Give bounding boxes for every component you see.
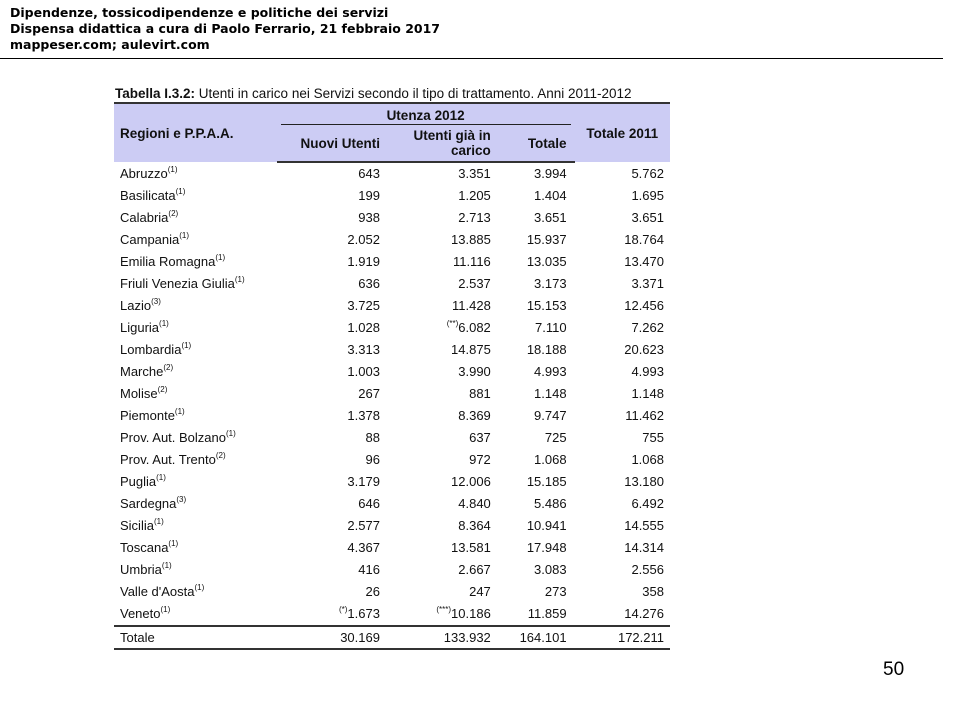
cell-nuovi-utenti bbox=[277, 273, 388, 295]
region-footnote: (1) bbox=[179, 231, 190, 240]
total-totale: 164.101 bbox=[499, 626, 575, 649]
table-row bbox=[114, 427, 670, 449]
group-underline bbox=[281, 124, 571, 125]
cell-utenti-gia-in-carico bbox=[388, 515, 499, 537]
region-name: Prov. Aut. Trento bbox=[120, 452, 216, 467]
value: 267 bbox=[358, 386, 380, 401]
cell-nuovi-utenti bbox=[277, 317, 388, 339]
table-row bbox=[114, 317, 670, 339]
cell-nuovi-utenti bbox=[277, 339, 388, 361]
value: 2.577 bbox=[347, 518, 380, 533]
cell-utenti-gia-in-carico bbox=[388, 207, 499, 229]
table-row bbox=[114, 559, 670, 581]
table-row bbox=[114, 251, 670, 273]
value: 972 bbox=[469, 452, 491, 467]
value: 938 bbox=[358, 210, 380, 225]
cell-region bbox=[114, 229, 277, 251]
cell-region bbox=[114, 493, 277, 515]
table-row bbox=[114, 515, 670, 537]
value-footnote: (***) bbox=[436, 605, 452, 614]
cell-totale-2011: 358 bbox=[642, 584, 664, 599]
cell-totale-2011: 3.651 bbox=[631, 210, 664, 225]
header-line-sites: mappeser.com; aulevirt.com bbox=[10, 37, 210, 52]
value: 636 bbox=[358, 276, 380, 291]
cell-totale: 3.651 bbox=[534, 210, 567, 225]
table-row bbox=[114, 493, 670, 515]
cell-region bbox=[114, 317, 277, 339]
value: 8.369 bbox=[458, 408, 491, 423]
cell-totale-2011: 3.371 bbox=[631, 276, 664, 291]
value: 3.351 bbox=[458, 166, 491, 181]
table-caption bbox=[115, 86, 632, 101]
cell-totale-2011: 13.180 bbox=[624, 474, 664, 489]
cell-totale-2011: 5.762 bbox=[631, 165, 664, 181]
cell-totale-2011: 18.764 bbox=[624, 232, 664, 247]
value: 3.990 bbox=[458, 364, 491, 379]
cell-nuovi-utenti bbox=[277, 229, 388, 251]
cell-totale-2011: 12.456 bbox=[624, 298, 664, 313]
region-name: Sicilia bbox=[120, 518, 154, 533]
cell-nuovi-utenti bbox=[277, 251, 388, 273]
cell-totale: 17.948 bbox=[526, 540, 567, 555]
table-header bbox=[114, 103, 670, 162]
header-divider bbox=[0, 58, 943, 59]
table-row bbox=[114, 449, 670, 471]
column-header-gia-line1: Utenti già in bbox=[413, 128, 491, 143]
cell-region bbox=[114, 449, 277, 471]
region-footnote: (1) bbox=[159, 319, 169, 328]
cell-region bbox=[114, 537, 277, 559]
cell-totale-2011: 7.262 bbox=[631, 320, 664, 335]
table-row bbox=[114, 162, 670, 185]
cell-totale-2011: 14.555 bbox=[624, 518, 664, 533]
table-row bbox=[114, 273, 670, 295]
value: 96 bbox=[365, 452, 380, 467]
region-name: Valle d'Aosta bbox=[120, 584, 195, 599]
cell-totale-2011: 1.695 bbox=[631, 188, 664, 203]
cell-nuovi-utenti bbox=[277, 427, 388, 449]
cell-utenti-gia-in-carico bbox=[388, 162, 499, 185]
value: 4.367 bbox=[347, 540, 380, 555]
value: 1.378 bbox=[347, 408, 380, 423]
value: 88 bbox=[365, 430, 380, 445]
cell-utenti-gia-in-carico bbox=[388, 581, 499, 603]
header-line-title: Dipendenze, tossicodipendenze e politiche dei servizi bbox=[10, 5, 389, 20]
header-line-author: Dispensa didattica a cura di Paolo Ferrario, 21 febbraio 2017 bbox=[10, 21, 440, 36]
cell-totale: 1.148 bbox=[534, 386, 567, 401]
cell-totale: 15.937 bbox=[526, 232, 567, 247]
region-footnote: (1) bbox=[167, 164, 178, 174]
region-footnote: (2) bbox=[168, 209, 179, 218]
region-name: Abruzzo bbox=[120, 165, 168, 181]
cell-utenti-gia-in-carico bbox=[388, 251, 499, 273]
column-header-totale: Totale bbox=[499, 125, 575, 162]
cell-utenti-gia-in-carico bbox=[388, 427, 499, 449]
value-footnote: (*) bbox=[338, 605, 348, 614]
value: 643 bbox=[358, 166, 380, 181]
table-row bbox=[114, 185, 670, 207]
column-header-gia-line2: carico bbox=[451, 143, 491, 158]
cell-region bbox=[114, 515, 277, 537]
cell-totale: 4.993 bbox=[534, 364, 567, 379]
region-name: Puglia bbox=[120, 474, 157, 489]
region-footnote: (1) bbox=[156, 473, 166, 482]
data-table-container bbox=[114, 102, 670, 650]
cell-region bbox=[114, 559, 277, 581]
region-footnote: (1) bbox=[168, 539, 179, 548]
region-footnote: (3) bbox=[151, 297, 161, 306]
region-footnote: (1) bbox=[174, 407, 185, 416]
column-header-nuovi-utenti: Nuovi Utenti bbox=[277, 125, 388, 162]
value: 11.428 bbox=[452, 298, 491, 313]
total-totale-2011: 172.211 bbox=[575, 626, 670, 649]
value: 1.919 bbox=[347, 254, 380, 269]
slide-header bbox=[10, 5, 440, 53]
cell-utenti-gia-in-carico bbox=[388, 603, 499, 626]
cell-utenti-gia-in-carico bbox=[388, 339, 499, 361]
cell-utenti-gia-in-carico bbox=[388, 361, 499, 383]
region-name: Liguria bbox=[120, 320, 160, 335]
region-name: Calabria bbox=[120, 210, 169, 225]
table-row bbox=[114, 295, 670, 317]
region-name: Toscana bbox=[120, 540, 169, 555]
region-footnote: (1) bbox=[194, 583, 205, 592]
value: 3.313 bbox=[347, 342, 380, 357]
cell-region bbox=[114, 162, 277, 185]
region-footnote: (1) bbox=[175, 187, 186, 196]
cell-utenti-gia-in-carico bbox=[388, 405, 499, 427]
column-header-region: Regioni e P.P.A.A. bbox=[114, 103, 277, 162]
cell-utenti-gia-in-carico bbox=[388, 185, 499, 207]
cell-nuovi-utenti bbox=[277, 559, 388, 581]
table-row bbox=[114, 537, 670, 559]
value: 416 bbox=[358, 562, 380, 577]
value: 13.581 bbox=[451, 540, 491, 555]
region-name: Umbria bbox=[120, 562, 162, 577]
cell-nuovi-utenti bbox=[277, 383, 388, 405]
value: 199 bbox=[358, 188, 380, 203]
cell-totale: 725 bbox=[544, 430, 567, 445]
value: 2.667 bbox=[458, 562, 491, 577]
cell-totale-2011: 1.068 bbox=[631, 452, 664, 467]
table-row bbox=[114, 207, 670, 229]
cell-nuovi-utenti bbox=[277, 515, 388, 537]
value: 10.186 bbox=[451, 606, 491, 621]
cell-region bbox=[114, 295, 277, 317]
region-name: Marche bbox=[120, 364, 164, 379]
region-name: Emilia Romagna bbox=[120, 254, 216, 269]
table-row bbox=[114, 405, 670, 427]
cell-totale: 5.486 bbox=[534, 496, 567, 511]
value: 4.840 bbox=[458, 496, 491, 511]
cell-totale: 9.747 bbox=[534, 408, 567, 423]
cell-totale: 7.110 bbox=[535, 320, 567, 335]
cell-region bbox=[114, 185, 277, 207]
cell-totale-2011: 2.556 bbox=[631, 562, 664, 577]
value: 247 bbox=[469, 584, 491, 599]
cell-totale: 1.404 bbox=[534, 188, 567, 203]
cell-utenti-gia-in-carico bbox=[388, 295, 499, 317]
cell-utenti-gia-in-carico bbox=[388, 383, 499, 405]
cell-totale-2011: 14.276 bbox=[624, 606, 664, 621]
value: 13.885 bbox=[451, 232, 491, 247]
value: 3.725 bbox=[347, 298, 380, 313]
cell-totale-2011: 755 bbox=[642, 430, 664, 445]
cell-region bbox=[114, 383, 277, 405]
cell-region bbox=[114, 361, 277, 383]
cell-utenti-gia-in-carico bbox=[388, 273, 499, 295]
value: 3.179 bbox=[347, 474, 380, 489]
region-footnote: (1) bbox=[181, 341, 192, 350]
cell-totale-2011: 11.462 bbox=[625, 408, 664, 423]
value: 1.028 bbox=[347, 320, 380, 335]
value: 2.537 bbox=[458, 276, 491, 291]
cell-region bbox=[114, 471, 277, 493]
page-number: 50 bbox=[883, 659, 905, 680]
region-name: Sardegna bbox=[120, 496, 177, 511]
cell-region bbox=[114, 273, 277, 295]
cell-totale: 3.173 bbox=[534, 276, 567, 291]
value: 1.673 bbox=[347, 606, 380, 621]
cell-utenti-gia-in-carico bbox=[388, 449, 499, 471]
table-row bbox=[114, 229, 670, 251]
cell-nuovi-utenti bbox=[277, 405, 388, 427]
region-footnote: (2) bbox=[157, 385, 168, 394]
cell-totale: 1.068 bbox=[534, 452, 567, 467]
region-footnote: (1) bbox=[234, 275, 245, 284]
table-body bbox=[114, 162, 670, 649]
region-name: Basilicata bbox=[120, 188, 176, 203]
cell-totale-2011: 13.470 bbox=[624, 254, 664, 269]
column-header-totale-2011: Totale 2011 bbox=[575, 103, 670, 162]
cell-totale: 18.188 bbox=[526, 342, 567, 357]
total-label: Totale bbox=[114, 626, 277, 649]
cell-nuovi-utenti bbox=[277, 207, 388, 229]
value: 2.052 bbox=[347, 232, 380, 247]
table-row bbox=[114, 361, 670, 383]
table-row bbox=[114, 339, 670, 361]
cell-totale-2011: 14.314 bbox=[624, 540, 664, 555]
cell-totale: 10.941 bbox=[526, 518, 567, 533]
cell-totale: 3.083 bbox=[534, 562, 567, 577]
region-name: Lazio bbox=[120, 298, 152, 313]
cell-utenti-gia-in-carico bbox=[388, 471, 499, 493]
region-footnote: (3) bbox=[176, 495, 187, 504]
value: 637 bbox=[469, 430, 491, 445]
cell-region bbox=[114, 603, 277, 626]
region-name: Piemonte bbox=[120, 408, 175, 423]
value: 1.003 bbox=[347, 364, 380, 379]
cell-totale: 11.859 bbox=[527, 606, 567, 621]
total-row bbox=[114, 626, 670, 649]
cell-totale-2011: 4.993 bbox=[631, 364, 664, 379]
cell-nuovi-utenti bbox=[277, 185, 388, 207]
column-group-header-utenza-2012 bbox=[277, 103, 575, 125]
value: 1.205 bbox=[458, 188, 491, 203]
column-header-utenti-gia-in-carico bbox=[388, 125, 499, 162]
table-caption-label: Tabella I.3.2: bbox=[115, 86, 196, 101]
value: 14.875 bbox=[451, 342, 491, 357]
cell-region bbox=[114, 251, 277, 273]
region-name: Friuli Venezia Giulia bbox=[120, 276, 235, 291]
value: 2.713 bbox=[458, 210, 491, 225]
table-caption-text: Utenti in carico nei Servizi secondo il tipo di trattamento. Anni 2011-2012 bbox=[195, 86, 632, 101]
table-row bbox=[114, 603, 670, 626]
cell-totale: 13.035 bbox=[526, 254, 567, 269]
cell-totale: 15.153 bbox=[526, 298, 567, 313]
cell-totale: 3.994 bbox=[534, 166, 567, 181]
table-row bbox=[114, 383, 670, 405]
value: 646 bbox=[358, 496, 380, 511]
value: 11.116 bbox=[452, 254, 491, 269]
region-footnote: (1) bbox=[226, 429, 236, 438]
data-table bbox=[114, 102, 670, 650]
region-name: Lombardia bbox=[120, 342, 182, 357]
region-footnote: (2) bbox=[215, 451, 226, 460]
cell-utenti-gia-in-carico bbox=[388, 537, 499, 559]
cell-utenti-gia-in-carico bbox=[388, 317, 499, 339]
region-name: Molise bbox=[120, 386, 158, 401]
region-footnote: (1) bbox=[153, 517, 164, 526]
total-gia: 133.932 bbox=[388, 626, 499, 649]
region-name: Campania bbox=[120, 232, 180, 247]
cell-totale-2011: 6.492 bbox=[631, 496, 664, 511]
cell-nuovi-utenti bbox=[277, 581, 388, 603]
region-footnote: (1) bbox=[161, 561, 172, 570]
cell-totale: 15.185 bbox=[526, 474, 567, 489]
cell-utenti-gia-in-carico bbox=[388, 493, 499, 515]
value: 881 bbox=[469, 386, 491, 401]
cell-nuovi-utenti bbox=[277, 493, 388, 515]
cell-totale-2011: 20.623 bbox=[624, 342, 664, 357]
cell-nuovi-utenti bbox=[277, 295, 388, 317]
value: 8.364 bbox=[458, 518, 491, 533]
table-row bbox=[114, 471, 670, 493]
region-footnote: (2) bbox=[163, 363, 174, 372]
value: 26 bbox=[365, 584, 380, 599]
cell-nuovi-utenti bbox=[277, 471, 388, 493]
region-footnote: (1) bbox=[160, 605, 171, 614]
region-footnote: (1) bbox=[215, 253, 226, 262]
cell-nuovi-utenti bbox=[277, 603, 388, 626]
cell-utenti-gia-in-carico bbox=[388, 229, 499, 251]
value-footnote: (**) bbox=[446, 319, 459, 328]
cell-region bbox=[114, 207, 277, 229]
cell-nuovi-utenti bbox=[277, 449, 388, 471]
cell-nuovi-utenti bbox=[277, 537, 388, 559]
cell-nuovi-utenti bbox=[277, 162, 388, 185]
region-name: Prov. Aut. Bolzano bbox=[120, 430, 226, 445]
value: 12.006 bbox=[451, 474, 491, 489]
total-nuovi: 30.169 bbox=[277, 626, 388, 649]
region-name: Veneto bbox=[120, 606, 161, 621]
cell-region bbox=[114, 581, 277, 603]
header-row-top bbox=[114, 103, 670, 125]
cell-totale-2011: 1.148 bbox=[631, 386, 664, 401]
table-row bbox=[114, 581, 670, 603]
cell-nuovi-utenti bbox=[277, 361, 388, 383]
cell-region bbox=[114, 405, 277, 427]
column-group-label: Utenza 2012 bbox=[386, 107, 465, 123]
cell-totale: 273 bbox=[544, 584, 567, 599]
cell-utenti-gia-in-carico bbox=[388, 559, 499, 581]
cell-region bbox=[114, 427, 277, 449]
cell-region bbox=[114, 339, 277, 361]
value: 6.082 bbox=[458, 320, 491, 335]
